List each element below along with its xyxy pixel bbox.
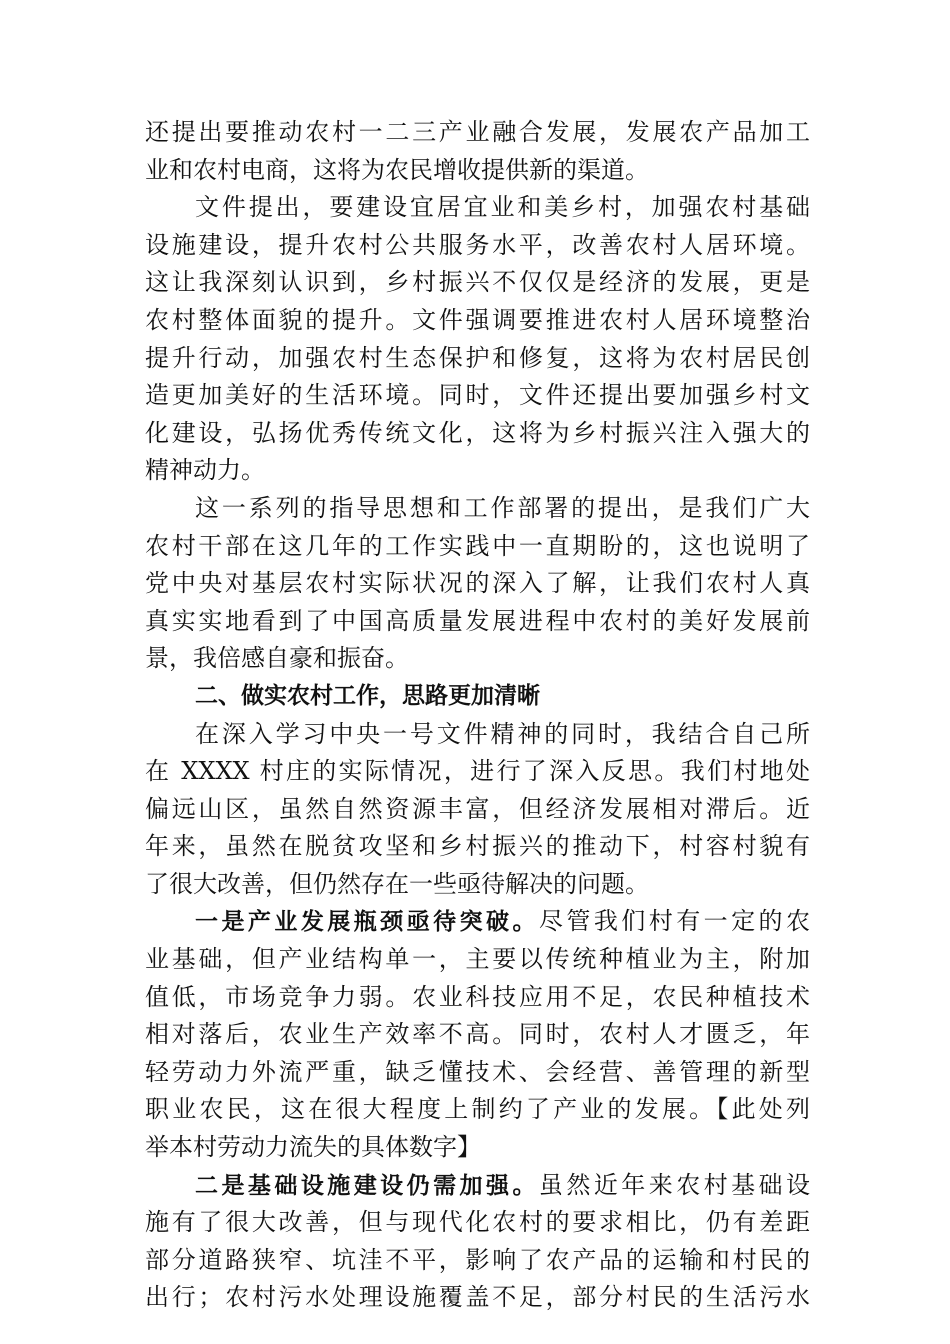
text-line: 设施建设，提升农村公共服务水平，改善农村人居环境。: [145, 230, 810, 259]
text-line: 偏远山区，虽然自然资源丰富，但经济发展相对滞后。近: [145, 794, 810, 823]
text-segment: 虽然近年来农村基础设: [538, 1170, 811, 1199]
paragraph-first-line: 这一系列的指导思想和工作部署的提出，是我们广大: [195, 493, 810, 522]
text-line: 年来，虽然在脱贫攻坚和乡村振兴的推动下，村容村貌有: [145, 832, 810, 861]
text-line: 值低，市场竞争力弱。农业科技应用不足，农民种植技术: [145, 982, 810, 1011]
text-line: 出行；农村污水处理设施覆盖不足，部分村民的生活污水: [145, 1283, 810, 1312]
text-line: 还提出要推动农村一二三产业融合发展，发展农产品加工: [145, 118, 810, 146]
paragraph-first-line: [145, 903, 810, 941]
text-line: 举本村劳动力流失的具体数字】: [145, 1133, 481, 1162]
section-heading: 二、做实农村工作，思路更加清晰: [195, 682, 540, 709]
text-line: 在 XXXX 村庄的实际情况，进行了深入反思。我们村地处: [145, 757, 810, 786]
text-segment: 尽管我们村有一定的农: [538, 907, 811, 936]
text-line: 农村整体面貌的提升。文件强调要推进农村人居环境整治: [145, 305, 810, 334]
text-line: 轻劳动力外流严重，缺乏懂技术、会经营、善管理的新型: [145, 1057, 810, 1086]
text-line: 景，我倍感自豪和振奋。: [145, 644, 409, 673]
text-line: 造更加美好的生活环境。同时，文件还提出要加强乡村文: [145, 381, 810, 410]
text-line: 真实实地看到了中国高质量发展进程中农村的美好发展前: [145, 606, 810, 635]
text-line: 业和农村电商，这将为农民增收提供新的渠道。: [145, 155, 649, 184]
text-line: 精神动力。: [145, 456, 265, 485]
text-line: 施有了很大改善，但与现代化农村的要求相比，仍有差距: [145, 1208, 810, 1237]
text-line: 提升行动，加强农村生态保护和修复，这将为农村居民创: [145, 343, 810, 372]
text-line: 相对落后，农业生产效率不高。同时，农村人才匮乏，年: [145, 1020, 810, 1049]
text-line: 农村干部在这几年的工作实践中一直期盼的，这也说明了: [145, 531, 810, 560]
bold-lead-phrase: 二是基础设施建设仍需加强。: [195, 1172, 539, 1199]
text-line: 职业农民，这在很大程度上制约了产业的发展。【此处列: [145, 1095, 810, 1124]
paragraph-first-line: 文件提出，要建设宜居宜业和美乡村，加强农村基础: [195, 193, 810, 222]
paragraph-first-line: 在深入学习中央一号文件精神的同时，我结合自己所: [195, 719, 810, 748]
text-line: 化建设，弘扬优秀传统文化，这将为乡村振兴注入强大的: [145, 418, 810, 447]
text-line: 了很大改善，但仍然存在一些亟待解决的问题。: [145, 869, 649, 898]
paragraph-first-line: [145, 1167, 810, 1205]
text-line: 业基础，但产业结构单一，主要以传统种植业为主，附加: [145, 945, 810, 974]
body-text: [145, 114, 810, 1317]
bold-lead-phrase: 一是产业发展瓶颈亟待突破。: [195, 909, 539, 936]
text-line: 部分道路狭窄、坑洼不平，影响了农产品的运输和村民的: [145, 1245, 810, 1274]
text-line: 党中央对基层农村实际状况的深入了解，让我们农村人真: [145, 569, 810, 598]
text-line: 这让我深刻认识到，乡村振兴不仅仅是经济的发展，更是: [145, 268, 810, 297]
